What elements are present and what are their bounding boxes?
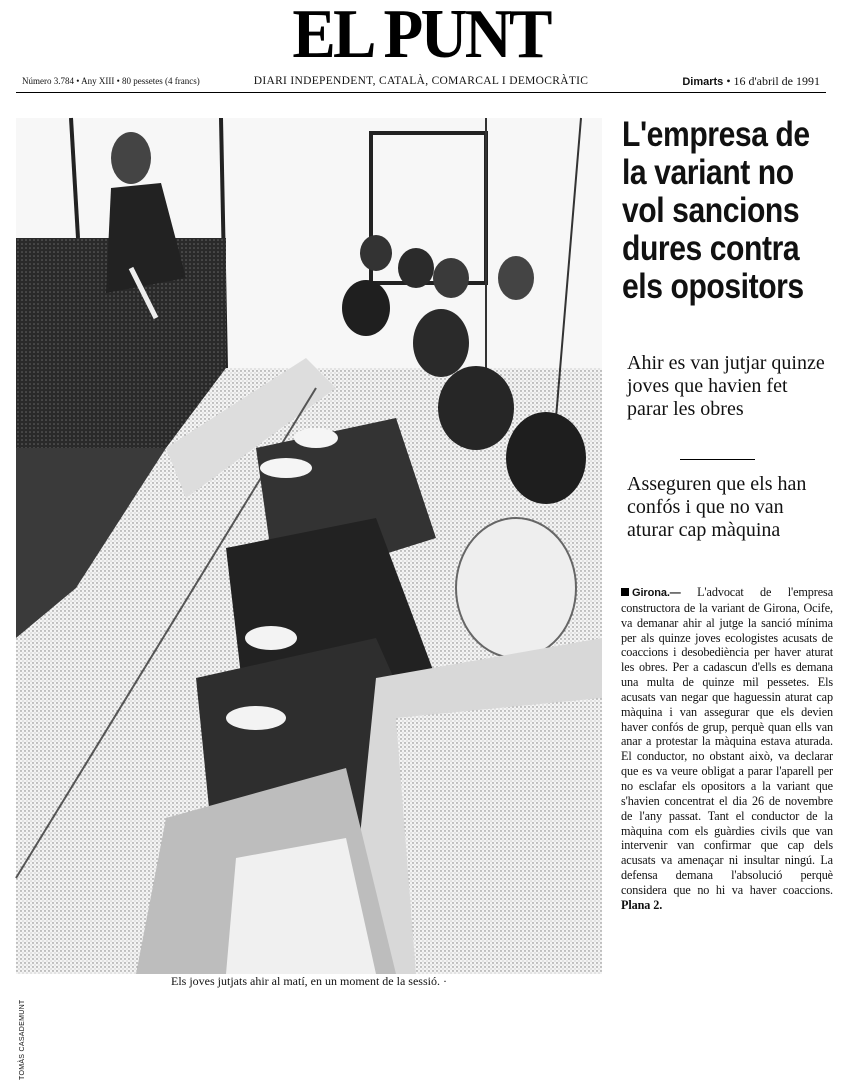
date: • 16 d'abril de 1991 — [726, 74, 820, 88]
page-reference: Plana 2. — [621, 897, 663, 912]
subhead-divider — [680, 459, 755, 460]
article-subhead-2: Asseguren que els han confós i que no van aturar cap màquina — [627, 473, 807, 541]
weekday: Dimarts — [682, 76, 724, 88]
masthead-divider — [16, 92, 826, 93]
article-subhead-1: Ahir es van jutjar quinze joves que havien fet parar les obres — [627, 352, 825, 420]
article-body — [621, 585, 833, 913]
article-text: L'advocat de l'empresa constructora de la variant de Girona, Ocife, va demanar ahir al jutge la sanció mínima per als quinze joves ecologistes acusats de coaccions i desobediència per haver aturat les obres. Per a cadascun d'ells es demana una multa de quinze mil pessetes. Els acusats van negar que haguessin aturat cap màquina i van assegurar que els devien haver confós de grup, perquè quan ells van anar a protestar la màquina estava aturada. El conductor, no obstant això, va declarar que es va veure obligat a parar l'aparell per no esclafar els opositors a la variant que s'havien concentrat el dia 26 de novembre de l'any passat. Tant el conductor de la màquina com els guàrdies civils que van intervenir van confirmar que cap dels acusats va amenaçar ni insultar ningú. La defensa demana l'absolució perquè considera que no hi va haver coaccions. — [621, 585, 833, 897]
tagline: DIARI INDEPENDENT, CATALÀ, COMARCAL I DEMOCRÀTIC — [253, 75, 589, 87]
article-headline: L'empresa de la variant no vol sancions dures contra els opositors — [622, 115, 810, 306]
courtroom-photo-illustration — [16, 118, 602, 974]
photo-credit: TOMÀS CASADEMUNT — [19, 999, 26, 1080]
bullet-square-icon — [621, 588, 629, 596]
photo-caption: Els joves jutjats ahir al matí, en un moment de la sessió. · — [171, 974, 447, 988]
masthead — [0, 0, 842, 73]
newspaper-title: EL PUNT — [292, 0, 550, 73]
issue-info-bar — [22, 72, 820, 90]
dateline: Girona.— — [632, 587, 681, 599]
issue-date — [682, 72, 820, 91]
issue-info: Número 3.784 • Any XIII • 80 pessetes (4 francs) — [22, 76, 200, 86]
